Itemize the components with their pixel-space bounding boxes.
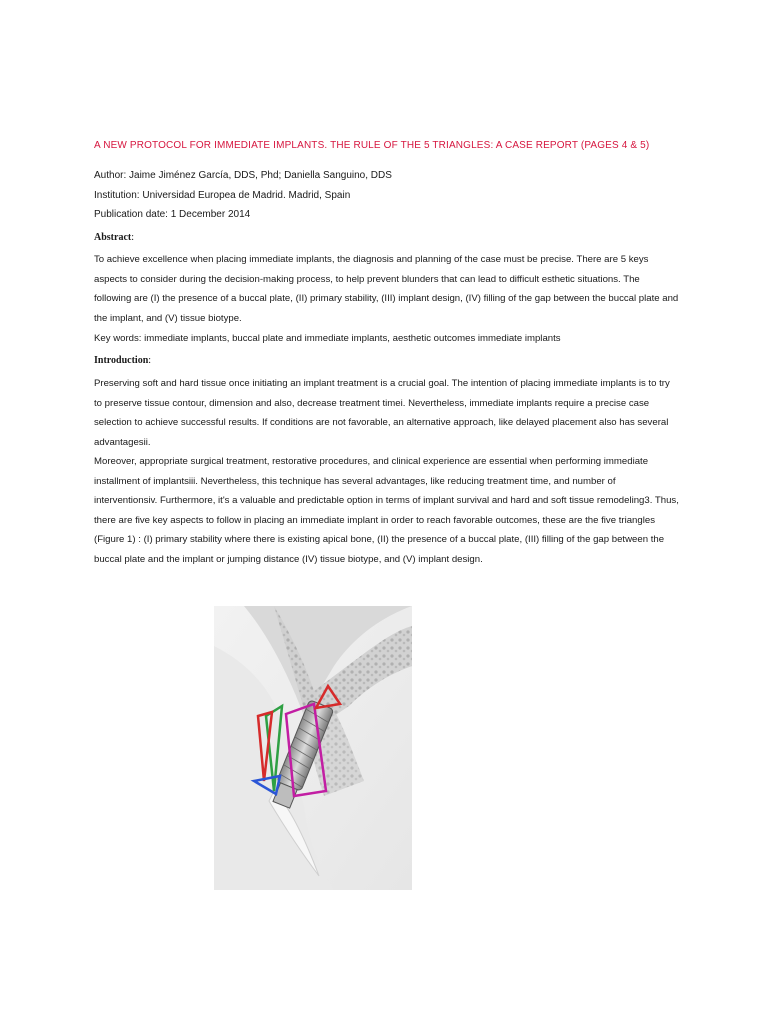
abstract-paragraph: To achieve excellence when placing immediate implants, the diagnosis and planning of the case must be precise. There are 5 keys aspects to consider during the decision-making process, to help prevent blunders that can lead to difficult esthetic situations. The following are (I) the presence of a buccal plate, (II) primary stability, (III) implant design, (IV) filling of the gap between the buccal plate and the implant, and (V) tissue biotype. — [94, 254, 679, 324]
keywords-line: Key words: immediate implants, buccal plate and immediate implants, aesthetic outcomes immediate implants — [94, 333, 561, 344]
abstract-heading-text: Abstract — [94, 232, 132, 243]
abstract-heading-colon: : — [131, 232, 134, 243]
introduction-heading-text: Introduction — [94, 355, 149, 366]
introduction-paragraph-1: Preserving soft and hard tissue once initiating an implant treatment is a crucial goal. The intention of placing immediate implants is to try to preserve tissue contour, dimension and also, decrease treatment timei. Nevertheless, immediate implants require a precise case selection to achieve successful results. If conditions are not favorable, an alternative approach, like delayed placement also has several advantagesii. — [94, 378, 670, 448]
introduction-paragraph-2: Moreover, appropriate surgical treatment, restorative procedures, and clinical experience are essential when performing immediate installment of implantsiii. Nevertheless, this technique has several advantages, like reducing treatment time, and number of interventionsiv. Furthermore, it's a valuable and predictable option in terms of implant survival and hard and soft tissue remodeling3. Thus, there are five key aspects to follow in placing an immediate implant in order to reach favorable outcomes, these are the five triangles (Figure 1) : (I) primary stability where there is existing apical bone, (II) the presence of a buccal plate, (III) filling of the gap between the buccal plate and the implant or jumping distance (IV) tissue biotype, and (V) implant design. — [94, 456, 679, 565]
publication-date-line: Publication date: 1 December 2014 — [94, 209, 251, 220]
article-title: A NEW PROTOCOL FOR IMMEDIATE IMPLANTS. THE RULE OF THE 5 TRIANGLES: A CASE REPORT (PAGES 4 & 5) — [94, 140, 650, 151]
figure-1-implant-illustration — [214, 606, 412, 890]
introduction-heading — [94, 355, 151, 366]
introduction-heading-colon: : — [148, 355, 152, 366]
institution-line: Institution: Universidad Europea de Madrid. Madrid, Spain — [94, 190, 351, 201]
abstract-heading — [94, 232, 134, 243]
author-line: Author: Jaime Jiménez García, DDS, Phd; Daniella Sanguino, DDS — [94, 170, 392, 181]
